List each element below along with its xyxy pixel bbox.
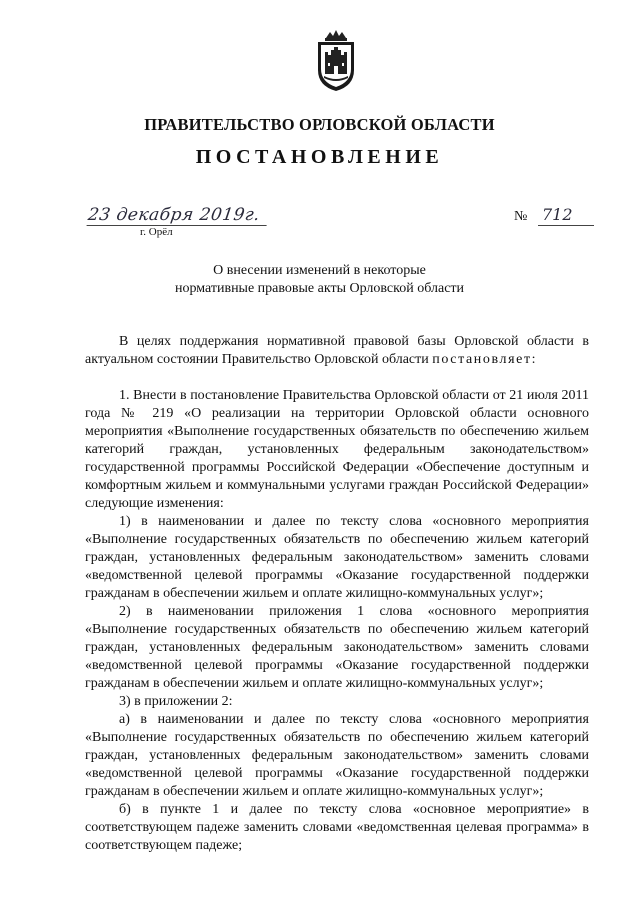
handwritten-number: 712 [538,205,594,226]
document-type-title: ПОСТАНОВЛЕНИЕ [195,146,444,168]
paragraph-1: 1. Внести в постановление Правительства Орловской области от 21 июля 2011 года № 219 «О реализации на территории Орловской области основного мероприятия «Выполнение государственных обязательств по обеспечению жильем категорий граждан, установленных федеральным законодательством» государственной программы Российской Федерации «Обеспечение доступным и комфортным жильем и коммунальными услугами граждан Российской Федерации» следующие изменения: [85,388,589,511]
paragraph-1-3-a: а) в наименовании и далее по тексту слова «основного мероприятия «Выполнение государственных обязательств по обеспечению жильем категорий граждан, установленных федеральным законодательством» заменить словами «ведомственной целевой программы «Оказание государственной поддержки гражданам в обеспечении жильем и оплате жилищно-коммунальных услуг»; [85,712,589,799]
intro-text: В целях поддержания нормативной правовой базы Орловской области в актуальном состоянии Правительство Орловской области [85,334,589,367]
city-label: г. Орёл [140,226,173,238]
coat-of-arms-icon [314,30,358,92]
paragraph-1-1: 1) в наименовании и далее по тексту слова «основного мероприятия «Выполнение государственных обязательств по обеспечению жильем категорий граждан, установленных федеральным законодательством» заменить словами «ведомственной целевой программы «Оказание государственной поддержки гражданам в обеспечении жильем и оплате жилищно-коммунальных услуг»; [85,514,589,601]
paragraph-1-3-b: б) в пункте 1 и далее по тексту слова «основное мероприятие» в соответствующем падеже заменить словами «ведомственная целевая программа» в соответствующем падеже; [85,802,589,853]
document-subject [0,262,639,298]
intro-paragraph [85,333,589,369]
paragraph-1-2: 2) в наименовании приложения 1 слова «основного мероприятия «Выполнение государственных обязательств по обеспечению жильем категорий граждан, установленных федеральным законодательством» заменить словами «ведомственной целевой программы «Оказание государственной поддержки гражданам в обеспечении жильем и оплате жилищно-коммунальных услуг»; [85,604,589,691]
authority-title: ПРАВИТЕЛЬСТВО ОРЛОВСКОЙ ОБЛАСТИ [144,115,495,134]
handwritten-date: 23 декабря 2019г. [87,205,270,226]
paragraph-1-3: 3) в приложении 2: [119,694,233,709]
subject-line-2: нормативные правовые акты Орловской области [174,281,465,296]
document-body [85,333,589,855]
intro-action: постановляет: [432,352,538,367]
number-label: № [514,209,528,224]
subject-line-1: О внесении изменений в некоторые [213,263,426,278]
